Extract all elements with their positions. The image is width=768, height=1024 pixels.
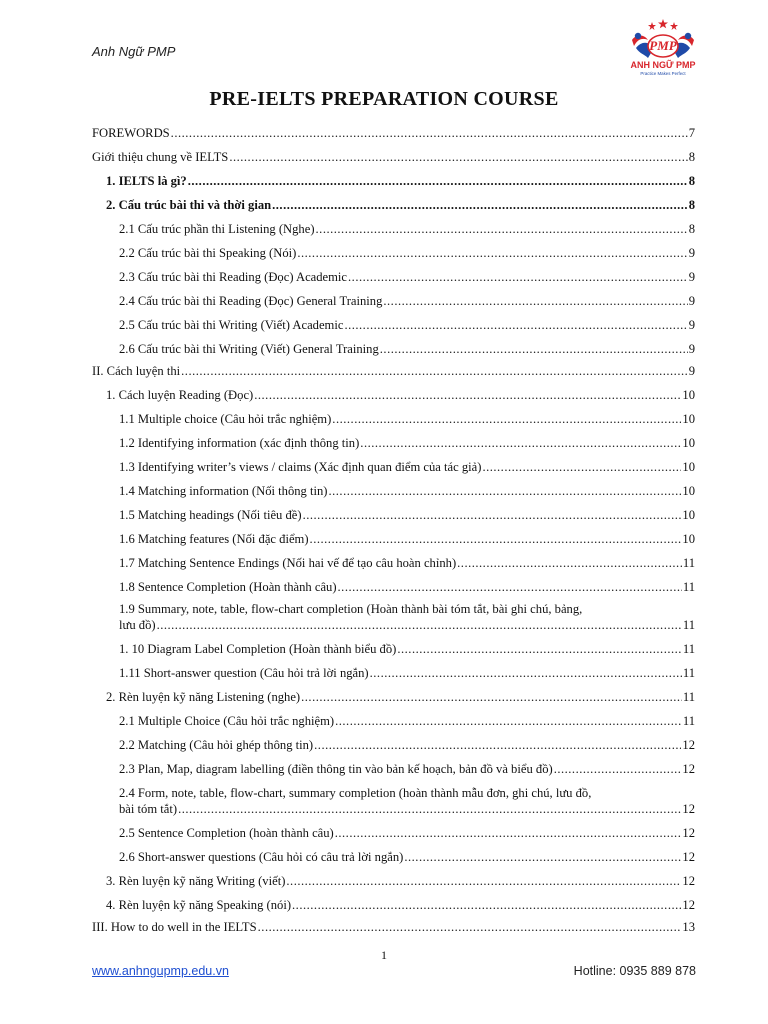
toc-entry-label: 1.3 Identifying writer’s views / claims (Xác định quan điểm của tác giả) (119, 460, 482, 474)
toc-entry[interactable] (92, 919, 695, 935)
toc-leader-dots (338, 579, 682, 595)
toc-entry-label: bài tóm tắt) (119, 802, 178, 816)
toc-entry-page: 11 (682, 642, 695, 656)
toc-entry-label: 1. IELTS là gì? (106, 174, 187, 188)
toc-entry-page: 11 (682, 666, 695, 680)
toc-entry-label: 2.5 Sentence Completion (hoàn thành câu) (119, 826, 334, 840)
toc-entry-page: 9 (688, 318, 695, 332)
toc-entry-label: 1.2 Identifying information (xác định thông tin) (119, 436, 360, 450)
toc-entry[interactable] (106, 897, 695, 913)
toc-entry-page: 13 (682, 920, 695, 934)
header-brand: Anh Ngữ PMP (92, 44, 176, 59)
toc-entry[interactable] (106, 197, 695, 213)
toc-entry-label: 2.1 Cấu trúc phần thi Listening (Nghe) (119, 222, 315, 236)
toc-leader-dots (335, 713, 682, 729)
toc-leader-dots (404, 849, 681, 865)
toc-leader-dots (258, 919, 682, 935)
toc-entry-label: 2.2 Matching (Câu hỏi ghép thông tin) (119, 738, 314, 752)
toc-entry[interactable] (119, 269, 695, 285)
toc-leader-dots (383, 293, 687, 309)
toc-leader-dots (344, 317, 687, 333)
toc-entry[interactable] (119, 579, 695, 595)
toc-entry-label: II. Cách luyện thi (92, 364, 181, 378)
toc-entry-page: 8 (688, 198, 695, 212)
toc-entry[interactable] (119, 531, 695, 547)
toc-entry[interactable] (106, 387, 695, 403)
toc-leader-dots (328, 483, 681, 499)
toc-entry[interactable] (119, 665, 695, 681)
toc-leader-dots (370, 665, 682, 681)
toc-leader-dots (332, 411, 681, 427)
toc-entry-label: 2. Rèn luyện kỹ năng Listening (nghe) (106, 690, 301, 704)
toc-entry[interactable] (119, 849, 695, 865)
toc-leader-dots (380, 341, 688, 357)
toc-entry-label: 3. Rèn luyện kỹ năng Writing (viết) (106, 874, 286, 888)
toc-leader-dots (229, 149, 687, 165)
toc-leader-dots (272, 197, 688, 213)
svg-text:PMP: PMP (649, 38, 677, 53)
toc-entry[interactable] (92, 125, 695, 141)
toc-entry-page: 10 (682, 436, 695, 450)
toc-entry-page: 8 (688, 174, 695, 188)
toc-entry-page: 11 (682, 714, 695, 728)
toc-entry-label-line1: 1.9 Summary, note, table, flow-chart completion (Hoàn thành bài tóm tắt, bài ghi chú, bảng, (119, 602, 583, 616)
toc-entry[interactable] (119, 341, 695, 357)
toc-leader-dots (188, 173, 688, 189)
toc-entry-page: 12 (682, 738, 695, 752)
toc-entry[interactable] (92, 149, 695, 165)
toc-entry-page: 8 (688, 222, 695, 236)
svg-text:Practice Makes Perfect: Practice Makes Perfect (640, 71, 686, 76)
toc-leader-dots (157, 617, 682, 633)
toc-leader-dots (178, 801, 681, 817)
toc-entry-page: 12 (682, 826, 695, 840)
toc-entry-label: 2.6 Short-answer questions (Câu hỏi có câu trả lời ngắn) (119, 850, 404, 864)
toc-entry[interactable] (106, 873, 695, 889)
toc-entry-label: 1.6 Matching features (Nối đặc điểm) (119, 532, 309, 546)
toc-entry[interactable] (119, 459, 695, 475)
toc-entry-label: 2.6 Cấu trúc bài thi Writing (Viết) General Training (119, 342, 379, 356)
toc-entry-page: 10 (682, 484, 695, 498)
toc-entry-label: 4. Rèn luyện kỹ năng Speaking (nói) (106, 898, 292, 912)
toc-entry-label: 2.3 Plan, Map, diagram labelling (điền thông tin vào bản kế hoạch, bản đồ và biểu đồ) (119, 762, 553, 776)
toc-entry[interactable] (119, 221, 695, 237)
toc-entry[interactable] (119, 245, 695, 261)
toc-leader-dots (171, 125, 688, 141)
toc-entry-label: 2.5 Cấu trúc bài thi Writing (Viết) Academic (119, 318, 344, 332)
page-number: 1 (381, 948, 387, 962)
toc-entry-page: 12 (682, 802, 695, 816)
toc-entry-label: 1.4 Matching information (Nối thông tin) (119, 484, 328, 498)
toc-entry[interactable] (119, 411, 695, 427)
toc-leader-dots (335, 825, 682, 841)
toc-entry-label: 1.1 Multiple choice (Câu hỏi trắc nghiệm) (119, 412, 332, 426)
toc-entry-label: 1. Cách luyện Reading (Đọc) (106, 388, 254, 402)
toc-leader-dots (310, 531, 682, 547)
toc-entry-label: Giới thiệu chung về IELTS (92, 150, 229, 164)
toc-leader-dots (303, 507, 682, 523)
toc-entry-page: 11 (682, 556, 695, 570)
toc-entry-page: 11 (682, 690, 695, 704)
toc-entry-page: 9 (688, 270, 695, 284)
toc-entry[interactable] (119, 825, 695, 841)
toc-entry-label: 2.3 Cấu trúc bài thi Reading (Đọc) Academic (119, 270, 348, 284)
toc-entry-label: 2.2 Cấu trúc bài thi Speaking (Nói) (119, 246, 297, 260)
toc-leader-dots (292, 897, 681, 913)
toc-leader-dots (181, 363, 688, 379)
toc-entry[interactable] (119, 293, 695, 309)
toc-entry-label: III. How to do well in the IELTS (92, 920, 257, 934)
toc-entry-page: 12 (682, 874, 695, 888)
toc-entry-page: 12 (682, 850, 695, 864)
toc-entry-label: 1.11 Short-answer question (Câu hỏi trả lời ngắn) (119, 666, 369, 680)
toc-entry-label-line1: 2.4 Form, note, table, flow-chart, summary completion (hoàn thành mẫu đơn, ghi chú, lưu đồ, (119, 786, 592, 800)
toc-entry-page: 10 (682, 508, 695, 522)
toc-entry-label: 1.5 Matching headings (Nối tiêu đề) (119, 508, 302, 522)
hotline-text: Hotline: 0935 889 878 (573, 964, 696, 978)
toc-entry-page: 9 (688, 342, 695, 356)
toc-leader-dots (482, 459, 681, 475)
toc-entry[interactable] (119, 435, 695, 451)
toc-entry-page: 9 (688, 246, 695, 260)
toc-entry-page: 10 (682, 388, 695, 402)
toc-entry-label: 2. Cấu trúc bài thi và thời gian (106, 198, 272, 212)
toc-entry-label: FOREWORDS (92, 126, 170, 140)
toc-entry-page: 10 (682, 460, 695, 474)
toc-entry[interactable] (119, 483, 695, 499)
toc-entry[interactable] (119, 713, 695, 729)
toc-leader-dots (348, 269, 688, 285)
toc-entry[interactable] (119, 555, 695, 571)
toc-leader-dots (360, 435, 681, 451)
toc-entry-page: 12 (682, 762, 695, 776)
toc-entry-page: 10 (682, 412, 695, 426)
toc-leader-dots (397, 641, 682, 657)
toc-entry-label: 1.8 Sentence Completion (Hoàn thành câu) (119, 580, 337, 594)
website-link[interactable]: www.anhngupmp.edu.vn (92, 964, 229, 978)
toc-entry[interactable] (119, 737, 695, 753)
toc-leader-dots (286, 873, 681, 889)
toc-entry-label: 2.1 Multiple Choice (Câu hỏi trắc nghiệm) (119, 714, 335, 728)
toc-entry[interactable] (106, 689, 695, 705)
toc-entry[interactable] (119, 507, 695, 523)
toc-entry-page: 11 (682, 580, 695, 594)
toc-entry[interactable] (106, 173, 695, 189)
toc-leader-dots (316, 221, 688, 237)
toc-entry[interactable] (119, 317, 695, 333)
toc-entry-label: 1.7 Matching Sentence Endings (Nối hai vế để tạo câu hoàn chỉnh) (119, 556, 457, 570)
toc-entry-page: 10 (682, 532, 695, 546)
toc-entry-page: 9 (688, 294, 695, 308)
toc-entry-label: 1. 10 Diagram Label Completion (Hoàn thành biểu đồ) (119, 642, 397, 656)
toc-leader-dots (301, 689, 682, 705)
toc-entry[interactable] (119, 801, 695, 817)
toc-entry-page: 9 (688, 364, 695, 378)
toc-entry-page: 8 (688, 150, 695, 164)
toc-entry[interactable] (92, 363, 695, 379)
toc-entry-label: 2.4 Cấu trúc bài thi Reading (Đọc) General Training (119, 294, 383, 308)
toc-leader-dots (554, 761, 682, 777)
toc-entry-page: 12 (682, 898, 695, 912)
svg-text:ANH NGỮ PMP: ANH NGỮ PMP (630, 60, 696, 70)
toc-entry-page: 11 (682, 618, 695, 632)
toc-leader-dots (457, 555, 682, 571)
toc-entry-label: lưu đồ) (119, 618, 156, 632)
toc-entry-page: 7 (688, 126, 695, 140)
document-title: PRE-IELTS PREPARATION COURSE (209, 88, 559, 110)
toc-entry[interactable] (119, 617, 695, 633)
toc-leader-dots (297, 245, 687, 261)
toc-leader-dots (254, 387, 681, 403)
toc-leader-dots (314, 737, 681, 753)
toc-entry[interactable] (119, 641, 695, 657)
toc-entry[interactable] (119, 761, 695, 777)
